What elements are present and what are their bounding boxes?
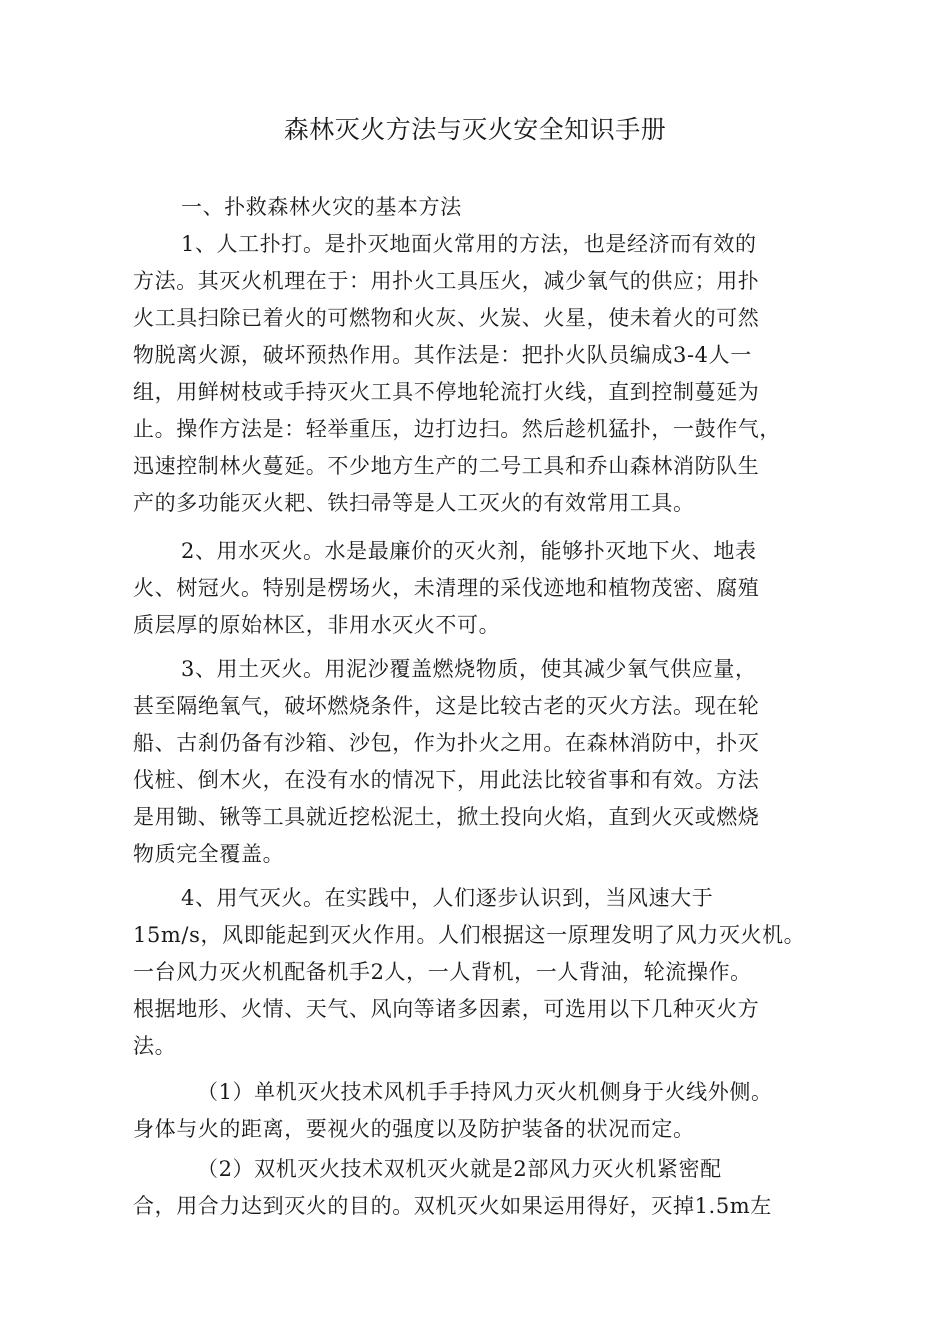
paragraph-line: 甚至隔绝氧气，破坏燃烧条件，这是比较古老的灭火方法。现在轮 — [133, 694, 760, 718]
paragraph-line: 15m/s，风即能起到灭火作用。人们根据这一原理发明了风力灭火机。 — [133, 923, 806, 947]
paragraph-line: 2、用水灭火。水是最廉价的灭火剂，能够扑灭地下火、地表 — [181, 539, 757, 563]
section-heading: 一、扑救森林火灾的基本方法 — [181, 195, 462, 219]
paragraph-line: 火工具扫除已着火的可燃物和火灰、火炭、火星，使未着火的可然 — [133, 306, 760, 330]
paragraph-line: 合，用合力达到灭火的目的。双机灭火如果运用得好，灭掉1.5m左 — [133, 1194, 772, 1218]
paragraph-line: 1、人工扑打。是扑灭地面火常用的方法，也是经济而有效的 — [181, 232, 757, 256]
paragraph-line: 组，用鲜树枝或手持灭火工具不停地轮流打火线，直到控制蔓延为 — [133, 380, 760, 404]
paragraph-line: 一台风力灭火机配备机手2人，一人背机，一人背油，轮流操作。 — [133, 960, 752, 984]
paragraph-line: 3、用土灭火。用泥沙覆盖燃烧物质，使其减少氧气供应量， — [181, 657, 757, 681]
paragraph-line: 方法。其灭火机理在于：用扑火工具压火，减少氧气的供应；用扑 — [133, 269, 760, 293]
paragraph-line: 法。 — [133, 1034, 177, 1058]
paragraph-line: 物质完全覆盖。 — [133, 842, 285, 866]
paragraph-line: （1）单机灭火技术风机手手持风力灭火机侧身于火线外侧。 — [197, 1080, 773, 1104]
paragraph-line: 物脱离火源，破坏预热作用。其作法是：把扑火队员编成3-4人一 — [133, 343, 752, 367]
paragraph-line: （2）双机灭火技术双机灭火就是2部风力灭火机紧密配 — [197, 1157, 722, 1181]
paragraph-line: 4、用气灭火。在实践中，人们逐步认识到，当风速大于 — [181, 886, 714, 910]
paragraph-line: 产的多功能灭火耙、铁扫帚等是人工灭火的有效常用工具。 — [133, 491, 695, 515]
paragraph-line: 船、古刹仍备有沙箱、沙包，作为扑火之用。在森林消防中，扑灭 — [133, 731, 760, 755]
paragraph-line: 根据地形、火情、天气、风向等诸多因素，可选用以下几种灭火方 — [133, 997, 760, 1021]
paragraph-line: 身体与火的距离，要视火的强度以及防护装备的状况而定。 — [133, 1117, 695, 1141]
paragraph-line: 止。操作方法是：轻举重压，边打边扫。然后趁机猛扑，一鼓作气， — [133, 417, 781, 441]
paragraph-line: 迅速控制林火蔓延。不少地方生产的二号工具和乔山森林消防队生 — [133, 454, 760, 478]
paragraph-line: 伐桩、倒木火，在没有水的情况下，用此法比较省事和有效。方法 — [133, 768, 760, 792]
paragraph-line: 火、树冠火。特别是楞场火，未清理的采伐迹地和植物茂密、腐殖 — [133, 576, 760, 600]
document-title: 森林灭火方法与灭火安全知识手册 — [283, 115, 667, 144]
paragraph-line: 是用锄、锹等工具就近挖松泥土，掀土投向火焰，直到火灭或燃烧 — [133, 805, 760, 829]
paragraph-line: 质层厚的原始林区，非用水灭火不可。 — [133, 613, 501, 637]
